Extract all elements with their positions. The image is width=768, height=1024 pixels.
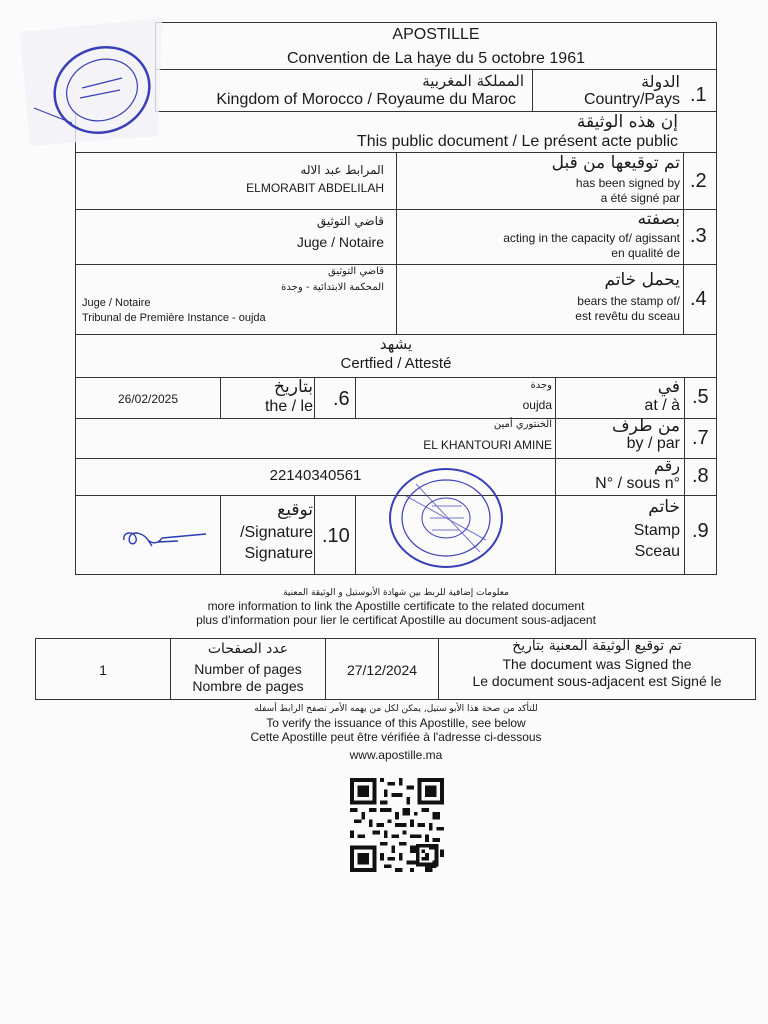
signature-label-line2: Signature [244,545,313,562]
public-doc-text: This public document / Le présent acte public [356,133,678,150]
date-label: the / le [264,398,313,415]
signed-label-en: The document was Signed the [502,656,692,672]
page-title: APOSTILLE [392,26,480,43]
verify-fr: Cette Apostille peut être vérifiée à l'adresse ci-dessous [250,730,542,744]
place-label: at / à [644,397,680,414]
convention-text: Convention de La haye du 5 octobre 1961 [286,50,585,67]
country-value: Kingdom of Morocco / Royaume du Maroc [216,91,516,108]
stamp-label-line2: Sceau [634,543,680,560]
more-info-line2: plus d'information pour lier le certificat Apostille au document sous-adjacent [196,613,596,627]
signer-label-ar: تم توقيعها من قبل [551,153,680,173]
signed-label-ar: تم توقيع الوثيقة المعنية بتاريخ [512,638,682,654]
signer-value-ar: المرابط عبد الاله [300,163,384,177]
by-label-ar: من طرف [612,416,680,436]
corner-stamp-icon [12,18,162,148]
field-number-5: .5 [692,386,709,408]
field-number-10: .10 [322,525,350,547]
signer-label-line1: has been signed by [575,176,680,190]
signer-value: ELMORABIT ABDELILAH [246,181,384,195]
verify-ar: للتأكد من صحة هذا الأبو ستيل, يمكن لكل من يهمه الأمر تصفح الرابط أسفله [254,704,538,714]
stamp-of-label-line1: bears the stamp of/ [577,294,680,308]
public-doc-ar: إن هذه الوثيقة [576,112,678,132]
country-label-ar: الدولة [641,72,680,91]
field-number-7: .7 [692,427,709,449]
country-value-ar: المملكة المغربية [422,72,524,90]
stamp-of-value-1: Juge / Notaire [82,297,151,309]
stamp-label-line1: Stamp [633,522,680,539]
country-label: Country/Pays [583,91,680,108]
by-label: by / par [626,435,680,452]
field-number-3: .3 [690,225,707,247]
field-number-2: .2 [690,170,707,192]
verify-en: To verify the issuance of this Apostille, see below [266,716,526,730]
verify-url[interactable]: www.apostille.ma [349,748,443,762]
place-value: oujda [522,398,552,412]
pages-value: 1 [99,662,107,678]
by-value-ar: الخنتوري أمين [493,419,552,430]
certified-text: Certfied / Attesté [340,355,452,372]
capacity-label-line2: en qualité de [611,246,680,260]
stamp-of-value-ar-2: المحكمة الابتدائية - وجدة [281,282,384,293]
official-stamp-icon [386,466,506,570]
field-number-4: .4 [690,288,707,310]
field-number-8: .8 [692,465,709,487]
pages-label-en: Number of pages [194,661,302,677]
capacity-value-ar: قاضي التوثيق [316,214,384,228]
pages-label-fr: Nombre de pages [192,678,304,694]
more-info-line1: more information to link the Apostille certificate to the related document [207,599,585,613]
number-label-ar: رقم [653,456,680,475]
field-number-9: .9 [692,520,709,542]
capacity-label-line1: acting in the capacity of/ agissant [503,231,680,245]
qr-code-icon[interactable] [348,778,446,872]
certified-ar: يشهد [379,335,413,353]
field-number-6: .6 [333,388,350,410]
number-value: 22140340561 [269,467,362,484]
more-info-ar: معلومات إضافية للربط بين شهادة الأبوستيل و الوثيقة المعنية [283,588,509,598]
signature-scribble-icon [118,522,212,552]
place-value-ar: وجدة [530,380,552,391]
by-value: EL KHANTOURI AMINE [423,438,552,452]
date-value: 26/02/2025 [117,392,179,406]
signature-label-ar: توقيع [277,500,313,520]
signer-label-line2: a été signé par [600,191,680,205]
capacity-value: Juge / Notaire [296,234,384,250]
pages-label-ar: عدد الصفحات [207,641,289,657]
number-label: N° / sous n° [595,475,680,492]
date-label-ar: بتاريخ [274,377,313,397]
stamp-of-value-2: Tribunal de Première Instance - oujda [82,312,266,324]
signed-label-fr: Le document sous-adjacent est Signé le [472,673,722,689]
place-label-ar: في [657,377,680,397]
stamp-label-ar: خاتم [648,497,680,517]
field-number-1: .1 [690,84,707,106]
capacity-label-ar: بصفته [637,209,680,229]
signed-date: 27/12/2024 [346,662,418,678]
stamp-of-label-ar: يحمل خاتم [604,270,680,290]
signature-label-line1: /Signature [240,524,313,541]
stamp-of-label-line2: est revêtu du sceau [575,309,680,323]
stamp-of-value-ar-1: قاضي التوثيق [328,266,384,277]
